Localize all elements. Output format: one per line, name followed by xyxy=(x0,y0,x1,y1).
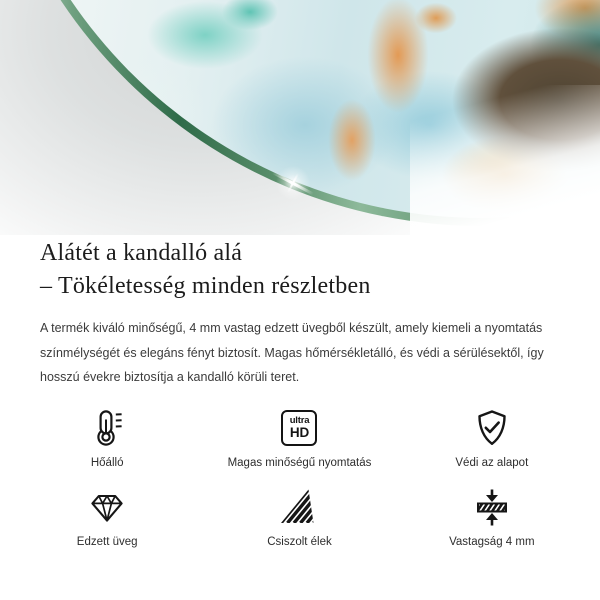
product-image xyxy=(0,0,600,235)
ultra-hd-badge-top: ultra xyxy=(289,414,310,426)
ultra-hd-icon xyxy=(281,407,317,449)
feature-thickness xyxy=(396,486,588,548)
feature-tempered-glass xyxy=(11,486,203,548)
ultra-hd-badge-bottom: HD xyxy=(289,424,310,440)
page-title xyxy=(40,237,560,303)
feature-label: Magas minőségű nyomtatás xyxy=(227,456,372,469)
features-grid xyxy=(11,407,588,548)
page-title-line1: Alátét a kandalló alá xyxy=(40,240,243,266)
shield-check-icon xyxy=(472,407,512,449)
feature-print-quality xyxy=(203,407,395,469)
thickness-icon xyxy=(472,486,512,528)
feature-label: Edzett üveg xyxy=(76,535,138,548)
feature-label: Vastagság 4 mm xyxy=(449,535,535,548)
thermometer-icon xyxy=(87,407,127,449)
feature-label: Védi az alapot xyxy=(455,456,529,469)
polished-edges-icon xyxy=(279,486,319,528)
feature-protects-base xyxy=(396,407,588,469)
photo-fade xyxy=(410,85,600,235)
product-description: A termék kiváló minőségű, 4 mm vastag edzett üvegből készült, amely kiemeli a nyomtatás színmélységét és elegáns fényt biztosít. Magas hőmérsékletálló, és védi a sérülésektől, így hosszú évekre biztosítja a kandalló körüli teret. xyxy=(40,321,544,384)
feature-label: Hőálló xyxy=(90,456,124,469)
diamond-icon xyxy=(87,486,127,528)
sparkle-icon xyxy=(271,161,315,205)
product-info-section xyxy=(0,237,600,548)
feature-label: Csiszolt élek xyxy=(267,535,332,548)
page-title-line2: – Tökéletesség minden részletben xyxy=(40,273,371,299)
feature-polished-edges xyxy=(203,486,395,548)
feature-heat-resistant xyxy=(11,407,203,469)
